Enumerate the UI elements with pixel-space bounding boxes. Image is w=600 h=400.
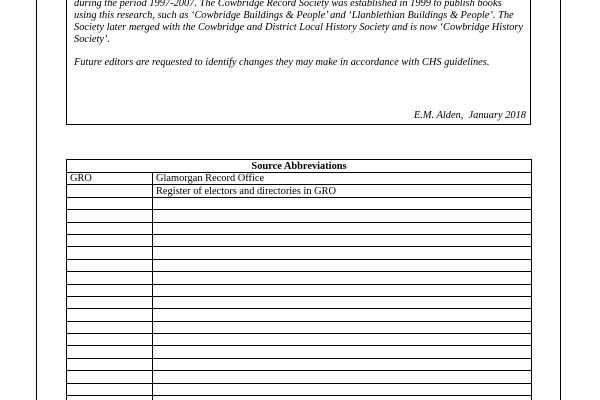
meaning-cell [153,396,532,400]
abbreviation-cell [67,346,153,358]
table-row [67,296,532,308]
abbreviation-cell: GRO [67,173,153,185]
meaning-cell [153,321,532,333]
table-row [67,197,532,209]
abbreviation-cell [67,284,153,296]
table-body [67,173,532,400]
meaning-cell [153,222,532,234]
meaning-cell [153,334,532,346]
abbreviation-cell [67,210,153,222]
table-header-row [67,160,532,173]
abbreviation-cell [67,358,153,370]
table-row [67,259,532,271]
abbreviation-cell [67,222,153,234]
table-row [67,383,532,395]
meaning-cell [153,259,532,271]
source-abbreviations-table [66,159,532,400]
table-row [67,234,532,246]
meaning-cell [153,234,532,246]
abbreviation-cell [67,371,153,383]
table-row [67,334,532,346]
abbreviation-cell [67,185,153,197]
meaning-cell: Register of electors and directories in GRO [153,185,532,197]
abbreviation-cell [67,321,153,333]
table-row [67,371,532,383]
meaning-cell [153,284,532,296]
meaning-cell [153,309,532,321]
meaning-cell [153,247,532,259]
table-row [67,284,532,296]
meaning-cell [153,210,532,222]
table-row [67,396,532,400]
abbreviation-cell [67,197,153,209]
meaning-cell [153,383,532,395]
abbreviation-cell [67,296,153,308]
meaning-cell [153,371,532,383]
table-row [67,346,532,358]
note-signature: E.M. Alden, January 2018 [413,110,526,121]
meaning-cell [153,346,532,358]
meaning-cell [153,358,532,370]
meaning-cell: Glamorgan Record Office [153,173,532,185]
abbreviation-cell [67,247,153,259]
abbreviation-cell [67,272,153,284]
editor-note-box [66,0,531,125]
abbreviation-cell [67,334,153,346]
table-row [67,222,532,234]
table-row [67,173,532,185]
table-row [67,185,532,197]
meaning-cell [153,296,532,308]
table-row [67,210,532,222]
table-row [67,321,532,333]
note-paragraph-future-editors: Future editors are requested to identify changes they may make in accordance with CHS guidelines. [74,56,490,68]
abbreviation-cell [67,234,153,246]
note-paragraph-history: during the period 1997-2007. The Cowbridge Record Society was established in 1999 to publish books using this research, such as ‘Cowbridge Buildings & People’ and ‘Llanblethian Buildings & People’. The Society later merged with the Cowbridge and District Local History Society and is now ‘Cowbridge History Society’. [74,0,523,45]
table-row [67,358,532,370]
abbreviation-cell [67,396,153,400]
meaning-cell [153,197,532,209]
table-row [67,247,532,259]
table-row [67,309,532,321]
table-row [67,272,532,284]
table-title: Source Abbreviations [67,160,532,173]
abbreviation-cell [67,259,153,271]
abbreviation-cell [67,383,153,395]
abbreviation-cell [67,309,153,321]
meaning-cell [153,272,532,284]
